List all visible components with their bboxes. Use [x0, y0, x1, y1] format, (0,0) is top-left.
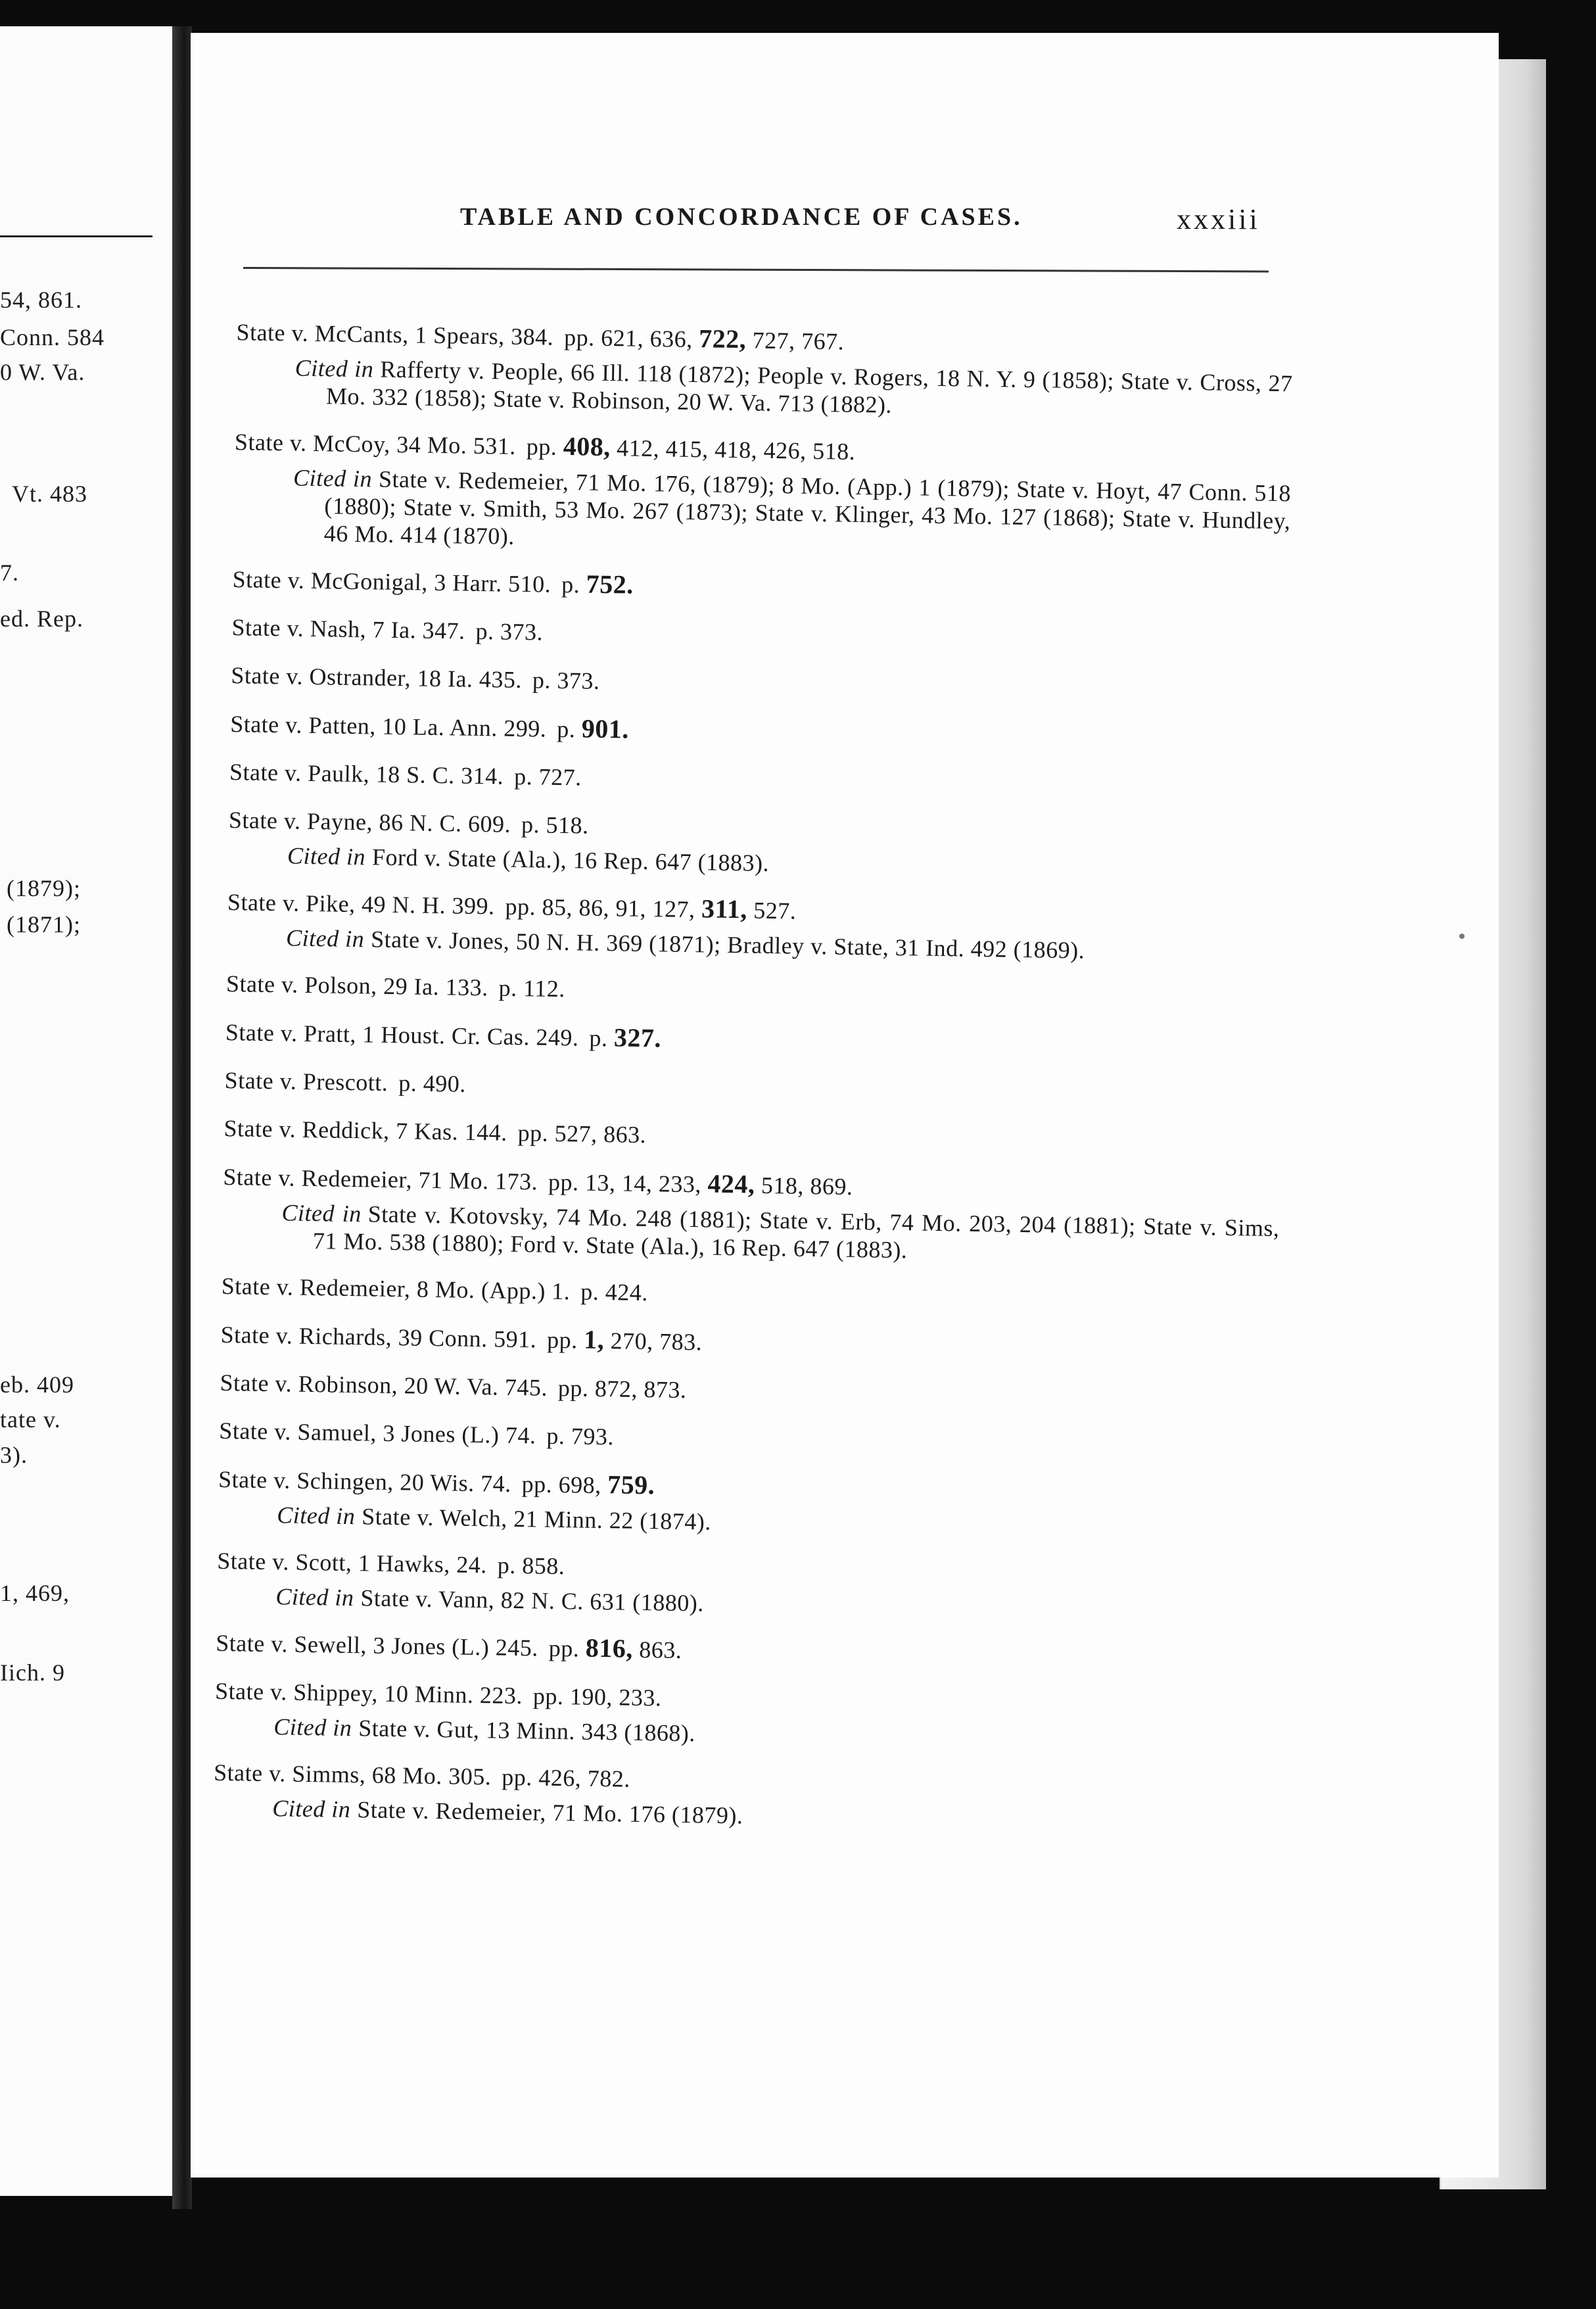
principal-page-ref: 759.	[607, 1469, 655, 1500]
cited-in-note	[294, 354, 1293, 425]
case-citation: State v. Prescott.	[224, 1066, 388, 1096]
case-citation: State v. Pratt, 1 Houst. Cr. Cas. 249.	[225, 1018, 579, 1051]
page-refs-text: p. 727.	[513, 763, 582, 791]
case-citation: State v. Samuel, 3 Jones (L.) 74.	[219, 1417, 536, 1449]
page-refs-text: p. 490.	[398, 1070, 467, 1097]
citing-cases: State v. Vann, 82 N. C. 631 (1880).	[360, 1584, 705, 1617]
page-refs-text: p. 424.	[580, 1278, 649, 1306]
case-citation: State v. Pike, 49 N. H. 399.	[227, 888, 495, 920]
case-entry	[216, 1627, 1242, 1674]
page-references	[532, 667, 600, 694]
page-references	[548, 1169, 853, 1200]
citing-cases: State v. Jones, 50 N. H. 369 (1871); Bradley v. State, 31 Ind. 492 (1869).	[370, 926, 1085, 964]
case-citation: State v. Redemeier, 71 Mo. 173.	[223, 1163, 538, 1195]
book-gutter	[172, 26, 192, 2209]
left-line: eb. 409	[0, 1371, 74, 1398]
page-refs-text: pp. 527, 863.	[517, 1119, 647, 1149]
page-folio: xxxiii	[1177, 203, 1260, 235]
case-entry	[231, 660, 1257, 706]
page-references	[521, 1471, 655, 1499]
page-references	[558, 1375, 687, 1403]
case-entry	[230, 708, 1256, 755]
citing-cases: Rafferty v. People, 66 Ill. 118 (1872); People v. Rogers, 18 N. Y. 9 (1858); State v. Cross, 27 Mo. 332 (1858); State v. Robinson, 20 W. Va. 713 (1882).	[325, 356, 1293, 418]
case-entry	[226, 968, 1252, 1014]
page-references	[502, 1764, 630, 1792]
page-refs-text: 527.	[747, 897, 797, 924]
page-references	[398, 1070, 466, 1097]
cited-in-label: Cited in	[281, 1199, 362, 1227]
left-page-rule	[0, 235, 153, 237]
principal-page-ref: 408,	[563, 431, 611, 462]
left-line: (1879);	[7, 875, 81, 901]
page-refs-text: pp. 621, 636,	[563, 323, 699, 353]
case-citation: State v. Schingen, 20 Wis. 74.	[218, 1465, 511, 1497]
citing-cases: State v. Redemeier, 71 Mo. 176 (1879).	[357, 1796, 743, 1829]
case-citation: State v. Richards, 39 Conn. 591.	[220, 1321, 537, 1353]
page-references	[564, 324, 845, 355]
case-citation: State v. Polson, 29 Ia. 133.	[225, 970, 488, 1001]
left-line: ed. Rep.	[0, 606, 83, 632]
case-entry	[220, 1368, 1246, 1414]
case-citation: State v. Patten, 10 La. Ann. 299.	[229, 711, 547, 742]
case-citation: State v. Simms, 68 Mo. 305.	[213, 1759, 492, 1790]
left-line: tate v.	[0, 1406, 61, 1433]
page-references	[548, 1632, 682, 1663]
citing-cases: Ford v. State (Ala.), 16 Rep. 647 (1883).	[371, 844, 770, 876]
page-references	[498, 974, 565, 1002]
cited-in-label: Cited in	[294, 354, 374, 383]
case-entry	[219, 1416, 1245, 1462]
page-refs-text: pp.	[546, 1326, 584, 1354]
page-refs-text: pp. 698,	[521, 1471, 608, 1499]
left-line: 0 W. Va.	[0, 359, 85, 385]
case-entry	[223, 1113, 1250, 1159]
main-page	[191, 33, 1499, 2178]
case-citation: State v. McGonigal, 3 Harr. 510.	[232, 566, 552, 598]
principal-page-ref: 752.	[586, 569, 634, 600]
case-citation: State v. Paulk, 18 S. C. 314.	[229, 759, 504, 790]
citing-cases: State v. Gut, 13 Minn. 343 (1868).	[358, 1715, 696, 1747]
page-references	[561, 571, 634, 599]
cited-in-label: Cited in	[273, 1713, 352, 1742]
case-citation: State v. Ostrander, 18 Ia. 435.	[231, 662, 523, 693]
cited-in-label: Cited in	[277, 1502, 356, 1530]
citing-cases: State v. Kotovsky, 74 Mo. 248 (1881); State v. Erb, 74 Mo. 203, 204 (1881); State v. Sims, 71 Mo. 538 (1880); Ford v. State (Ala.), 16 Rep. 647 (1883).	[312, 1201, 1280, 1264]
left-line: Iich. 9	[0, 1659, 65, 1686]
cited-in-label: Cited in	[287, 842, 366, 870]
page-refs-text: pp.	[548, 1634, 586, 1662]
page-references	[517, 1120, 646, 1148]
case-citation: State v. Shippey, 10 Minn. 223.	[214, 1677, 523, 1709]
page-refs-text: p. 793.	[546, 1422, 615, 1450]
left-line: 7.	[0, 559, 19, 586]
left-line: 1, 469,	[0, 1580, 70, 1606]
page-refs-text: 412, 415, 418, 426, 518.	[610, 435, 856, 465]
page-references	[546, 1324, 703, 1356]
page-references	[526, 433, 855, 465]
left-line: 54, 861.	[0, 287, 82, 313]
page-references	[556, 713, 630, 744]
case-entry	[224, 1065, 1250, 1111]
page-references	[546, 1423, 614, 1450]
cited-in-label: Cited in	[285, 924, 365, 953]
case-citation: State v. Reddick, 7 Kas. 144.	[223, 1114, 507, 1146]
principal-page-ref: 816,	[585, 1632, 634, 1663]
page-refs-text: pp.	[526, 433, 564, 460]
case-citation: State v. Payne, 86 N. C. 609.	[228, 807, 511, 838]
case-citation: State v. Scott, 1 Hawks, 24.	[216, 1547, 488, 1579]
cited-in-note	[292, 464, 1291, 562]
page-refs-text: 863.	[632, 1636, 682, 1663]
page-refs-text: p.	[589, 1024, 615, 1052]
left-line: Conn. 584	[0, 324, 105, 350]
principal-page-ref: 424,	[707, 1168, 755, 1199]
cited-in-note	[281, 1199, 1280, 1270]
paper-speck	[1459, 934, 1465, 939]
left-line: Vt. 483	[12, 481, 87, 507]
left-page-fragment	[0, 26, 172, 2196]
page-refs-text: p. 373.	[532, 667, 600, 694]
case-entry	[221, 1271, 1247, 1317]
page-references	[533, 1682, 662, 1711]
page-references	[521, 811, 589, 839]
cited-in-label: Cited in	[293, 464, 373, 492]
left-line: (1871);	[7, 911, 81, 938]
case-citation: State v. Nash, 7 Ia. 347.	[231, 614, 465, 644]
principal-page-ref: 327.	[613, 1022, 662, 1053]
principal-page-ref: 1,	[583, 1324, 605, 1355]
case-citation: State v. McCants, 1 Spears, 384.	[236, 319, 554, 350]
page-references	[475, 618, 543, 646]
principal-page-ref: 722,	[698, 323, 747, 354]
page-references	[580, 1279, 648, 1306]
page-refs-text: 727, 767.	[745, 327, 845, 355]
case-table	[191, 316, 1499, 1859]
page-references	[505, 893, 796, 924]
header-rule	[243, 267, 1269, 272]
page-references	[498, 1552, 565, 1580]
left-line: 3).	[0, 1442, 28, 1468]
case-entry	[225, 1016, 1252, 1063]
page-refs-text: p. 373.	[475, 617, 544, 646]
case-citation: State v. McCoy, 34 Mo. 531.	[234, 429, 517, 460]
cited-in-label: Cited in	[275, 1583, 354, 1611]
case-entry	[229, 757, 1256, 803]
case-entry	[220, 1319, 1246, 1366]
citing-cases: State v. Welch, 21 Minn. 22 (1874).	[362, 1503, 712, 1535]
case-citation: State v. Robinson, 20 W. Va. 745.	[220, 1369, 548, 1401]
case-citation: State v. Sewell, 3 Jones (L.) 245.	[215, 1629, 539, 1661]
page-refs-text: p. 112.	[498, 974, 566, 1003]
page-refs-text: pp. 426, 782.	[502, 1763, 631, 1792]
case-entry	[231, 612, 1257, 658]
running-head-title: TABLE AND CONCORDANCE OF CASES.	[460, 203, 1023, 231]
page-refs-text: 270, 783.	[603, 1327, 703, 1356]
page-refs-text: pp. 872, 873.	[557, 1374, 687, 1404]
page-references	[514, 763, 582, 791]
page-references	[589, 1022, 662, 1053]
page-refs-text: pp. 13, 14, 233,	[548, 1168, 708, 1198]
page-refs-text: p.	[556, 715, 582, 743]
page-refs-text: pp. 190, 233.	[532, 1682, 662, 1711]
page-refs-text: p.	[561, 571, 587, 598]
case-citation: State v. Redemeier, 8 Mo. (App.) 1.	[221, 1272, 571, 1305]
principal-page-ref: 311,	[701, 893, 748, 924]
page-refs-text: p. 858.	[497, 1552, 565, 1580]
citing-cases: State v. Redemeier, 71 Mo. 176, (1879); 8 Mo. (App.) 1 (1879); State v. Hoyt, 47 Conn. 518 (1880); State v. Smith, 53 Mo. 267 (1873); State v. Klinger, 43 Mo. 127 (1868); State v. Hundley, 46 Mo. 414 (1870).	[323, 465, 1292, 550]
principal-page-ref: 901.	[581, 713, 630, 744]
cited-in-label: Cited in	[272, 1795, 351, 1823]
case-entry	[232, 563, 1258, 610]
running-head	[191, 202, 1499, 242]
page-refs-text: pp. 85, 86, 91, 127,	[505, 893, 702, 923]
page-refs-text: 518, 869.	[755, 1172, 853, 1200]
page-refs-text: p. 518.	[521, 811, 589, 839]
